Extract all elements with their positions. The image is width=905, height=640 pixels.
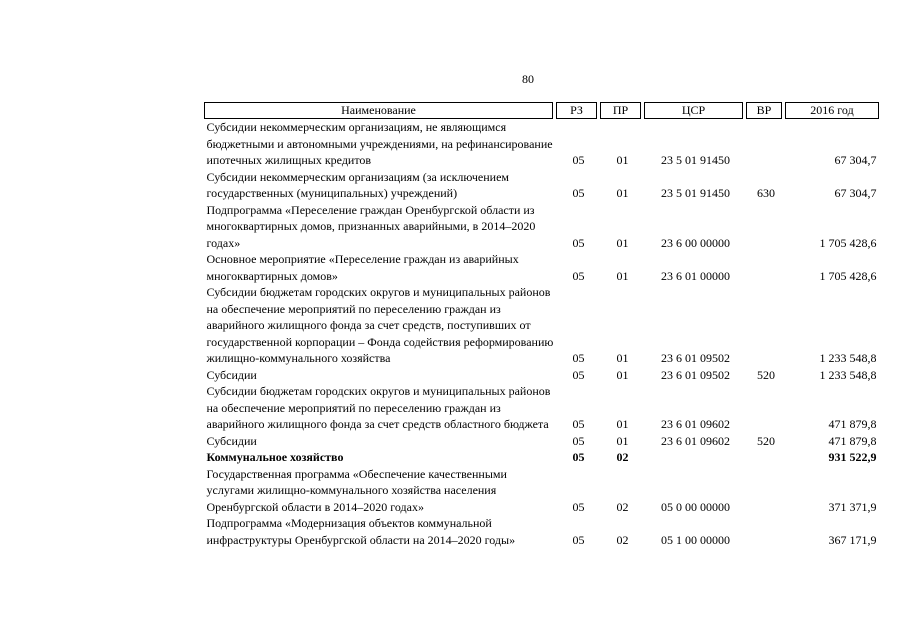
table-row (205, 284, 879, 367)
table-row (205, 433, 879, 450)
table-row (205, 119, 879, 169)
cell-name: Основное мероприятие «Переселение граждан из аварийных многоквартирных домов» (206, 252, 519, 283)
cell-name: Субсидии некоммерческим организациям, не являющимся бюджетными и автономными учреждениями, на рефинансирование ипотечных жилищных кредитов (206, 120, 553, 167)
header-pr: ПР (601, 103, 641, 119)
cell-rz: 05 (572, 367, 585, 382)
cell-rz: 05 (572, 268, 585, 283)
table-body (205, 119, 879, 549)
cell-pr: 01 (616, 153, 629, 167)
cell-pr: 02 (616, 450, 629, 464)
cell-name: Субсидии бюджетам городских округов и муниципальных районов на обеспечение мероприятий по переселению граждан из аварийного жилищного фонда за счет средств, поступивших от государственной корпорации – Фонда содействия реформированию жилищно-коммунального хозяйства (206, 285, 554, 365)
cell-rz: 05 (572, 450, 585, 464)
cell-pr: 01 (616, 351, 629, 365)
cell-vr: 520 (757, 367, 775, 382)
cell-pr: 01 (616, 433, 629, 448)
cell-csr (645, 449, 747, 466)
cell-pr: 02 (616, 532, 629, 547)
cell-pr: 01 (616, 417, 629, 431)
header-vr: ВР (747, 103, 782, 119)
cell-vr (747, 202, 786, 252)
cell-sum: 67 304,7 (834, 153, 877, 167)
cell-name: Субсидии некоммерческим организациям (за исключением государственных (муниципальных) учреждений) (206, 169, 510, 200)
cell-csr: 23 6 01 09502 (661, 351, 730, 365)
cell-vr: 520 (757, 433, 775, 448)
cell-sum: 1 705 428,6 (819, 235, 877, 250)
cell-rz: 05 (572, 499, 585, 514)
table-row (205, 383, 879, 433)
cell-name: Субсидии (206, 433, 257, 448)
cell-csr: 23 5 01 91450 (661, 153, 730, 167)
cell-sum: 1 705 428,6 (819, 268, 877, 283)
cell-rz: 05 (572, 235, 585, 250)
header-year: 2016 год (786, 103, 879, 119)
cell-name: Подпрограмма «Модернизация объектов коммунальной инфраструктуры Оренбургской области на 2014–2020 годы» (206, 516, 516, 547)
cell-csr: 23 6 01 09602 (661, 417, 730, 431)
header-name: Наименование (205, 103, 553, 119)
cell-vr (747, 515, 786, 548)
page-number: 80 (522, 72, 534, 86)
cell-rz: 05 (572, 186, 585, 200)
cell-csr: 23 6 01 00000 (661, 268, 730, 283)
table-row (205, 202, 879, 252)
cell-vr (747, 119, 786, 169)
cell-rz: 05 (572, 532, 585, 547)
cell-sum: 471 879,8 (828, 433, 877, 448)
cell-sum: 471 879,8 (828, 417, 877, 431)
cell-pr: 01 (616, 268, 629, 283)
cell-rz: 05 (572, 153, 585, 167)
table-row (205, 169, 879, 202)
cell-rz: 05 (572, 433, 585, 448)
cell-csr: 23 5 01 91450 (661, 186, 730, 200)
cell-vr: 630 (757, 186, 775, 200)
cell-sum: 1 233 548,8 (819, 351, 877, 365)
cell-name: Субсидии (206, 367, 257, 382)
cell-vr (747, 284, 786, 367)
header-rz: РЗ (557, 103, 597, 119)
table-row (205, 515, 879, 548)
cell-name: Коммунальное хозяйство (206, 450, 344, 464)
cell-name: Субсидии бюджетам городских округов и муниципальных районов на обеспечение мероприятий по переселению граждан из аварийного жилищного фонда за счет средств областного бюджета (206, 384, 551, 431)
table-row (205, 251, 879, 284)
cell-rz: 05 (572, 417, 585, 431)
cell-pr: 01 (616, 367, 629, 382)
cell-csr: 23 6 01 09502 (661, 367, 730, 382)
cell-sum: 367 171,9 (828, 532, 877, 547)
cell-name: Подпрограмма «Переселение граждан Оренбургской области из многоквартирных домов, признанных аварийными, в 2014–2020 годах» (206, 202, 536, 250)
cell-vr (747, 383, 786, 433)
table-row (205, 466, 879, 516)
header-csr: ЦСР (645, 103, 743, 119)
cell-csr: 05 1 00 00000 (661, 532, 730, 547)
cell-vr (747, 466, 786, 516)
cell-pr: 01 (616, 186, 629, 200)
cell-name: Государственная программа «Обеспечение качественными услугами жилищно-коммунального хозяйства населения Оренбургской области в 2014–2020 годах» (206, 466, 507, 514)
cell-pr: 01 (616, 235, 629, 250)
cell-sum: 931 522,9 (828, 450, 877, 464)
cell-csr: 23 6 01 09602 (661, 433, 730, 448)
cell-vr (747, 449, 786, 466)
cell-rz: 05 (572, 351, 585, 365)
cell-pr: 02 (616, 499, 629, 514)
budget-table (204, 102, 879, 548)
table-row (205, 449, 879, 466)
table-row (205, 367, 879, 384)
cell-csr: 23 6 00 00000 (661, 235, 730, 250)
cell-sum: 371 371,9 (828, 499, 877, 514)
cell-csr: 05 0 00 00000 (661, 499, 730, 514)
cell-vr (747, 251, 786, 284)
cell-sum: 67 304,7 (834, 186, 877, 200)
table-header-row (205, 103, 879, 119)
cell-sum: 1 233 548,8 (819, 367, 877, 382)
